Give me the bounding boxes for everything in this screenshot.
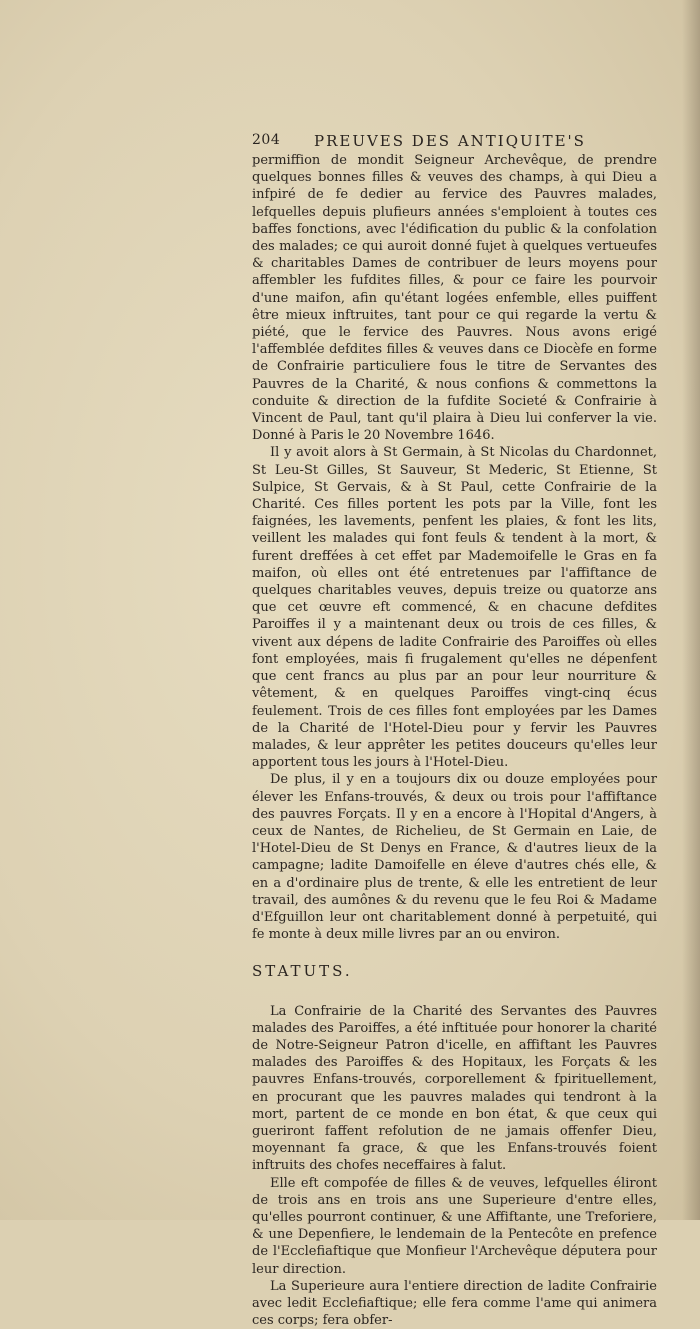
page-header [252, 132, 652, 152]
statute-paragraph-composition: Elle eft compofée de filles & de veuves, lefquelles éliront de trois ans en trois ans une Superieure d'entre elles, qu'elles pourront continuer, & une Affiftante, une Treforiere, & une Depenfiere, le lendemain de la Pentecôte en prefence de l'Ecclefiaftique que Monfieur l'Archevêque députera pour leur direction. [252, 1175, 657, 1277]
section-heading-statuts: STATUTS. [252, 962, 353, 981]
running-title: PREUVES DES ANTIQUITE'S [314, 132, 586, 150]
paragraph-continuation: permiffion de mondit Seigneur Archevêque, de prendre quelques bonnes filles & veuves des champs, à qui Dieu a infpiré de fe dedier au fervice des Pauvres malades, lefquelles depuis plufieurs années s'emploient à toutes ces baffes fonctions, avec l'édification du public & la confolation des malades; ce qui auroit donné fujet à quelques vertueufes & charitables Dames de contribuer de leurs moyens pour affembler les fufdites filles, & pour ce faire les pourvoir d'une maifon, afin qu'étant logées enfemble, elles puiffent être mieux inftruites, tant pour ce qui regarde la vertu & piété, que le fervice des Pauvres. Nous avons erigé l'affemblée defdites filles & veuves dans ce Diocèfe en forme de Confrairie particuliere fous le titre de Servantes des Pauvres de la Charité, & nous confions & commettons la conduite & direction de la fufdite Societé & Confrairie à Vincent de Paul, tant qu'il plaira à Dieu lui conferver la vie. Donné à Paris le 20 Novembre 1646. [252, 153, 657, 444]
statute-paragraph-institution: La Confrairie de la Charité des Servantes des Pauvres malades des Paroiffes, a été inftituée pour honorer la charité de Notre-Seigneur Patron d'icelle, en affiftant les Pauvres malades des Paroiffes & des Hopitaux, les Forçats & les pauvres Enfans-trouvés, corporellement & fpirituellement, en procurant que les pauvres malades qui tendront à la mort, partent de ce monde en bon état, & que ceux qui gueriront faffent refolution de ne jamais offenfer Dieu, moyennant fa grace, & que les Enfans-trouvés foient inftruits des chofes neceffaires à falut. [252, 1003, 657, 1174]
body-text [252, 152, 657, 1329]
statute-paragraph-superieure: La Superieure aura l'entiere direction de ladite Confrairie avec ledit Ecclefiaftique; elle fera comme l'ame qui animera ces corps; fera obfer- [252, 1278, 657, 1329]
paragraph-confrairie-parishes: Il y avoit alors à St Germain, à St Nicolas du Chardonnet, St Leu-St Gilles, St Sauveur, St Mederic, St Etienne, St Sulpice, St Gervais, & à St Paul, cette Confrairie de la Charité. Ces filles portent les pots par la Ville, font les faignées, les lavements, penfent les plaies, & font les lits, veillent les malades qui font feuls & tendent à la mort, & furent dreffées à cet effet par Mademoifelle le Gras en fa maifon, où elles ont été entretenues par l'affiftance de quelques charitables veuves, depuis treize ou quatorze ans que cet œuvre eft commencé, & en chacune defdites Paroiffes il y a maintenant deux ou trois de ces filles, & vivent aux dépens de ladite Confrairie des Paroiffes où elles font employées, mais fi frugalement qu'elles ne dépenfent que cent francs au plus par an pour leur nourriture & vêtement, & en quelques Paroiffes vingt-cinq écus feulement. Trois de ces filles font employées par les Dames de la Charité de l'Hotel-Dieu pour y fervir les Pauvres malades, & leur apprêter les petites douceurs qu'elles leur apportent tous les jours à l'Hotel-Dieu. [252, 445, 657, 771]
page-edge-shadow [682, 0, 700, 1220]
paragraph-further-employment: De plus, il y en a toujours dix ou douze employées pour élever les Enfans-trouvés, & deux ou trois pour l'affiftance des pauvres Forçats. Il y en a encore à l'Hopital d'Angers, à ceux de Nantes, de Richelieu, de St Germain en Laie, de l'Hotel-Dieu de St Denys en France, & d'autres lieux de la campagne; ladite Damoifelle en éleve d'autres chés elle, & en a d'ordinaire plus de trente, & elle les entretient de leur travail, des aumônes & du revenu que le feu Roi & Madame d'Efguillon leur ont charitablement donné à perpetuité, qui fe monte à deux mille livres par an ou environ. [252, 772, 657, 943]
page-number: 204 [252, 132, 281, 148]
